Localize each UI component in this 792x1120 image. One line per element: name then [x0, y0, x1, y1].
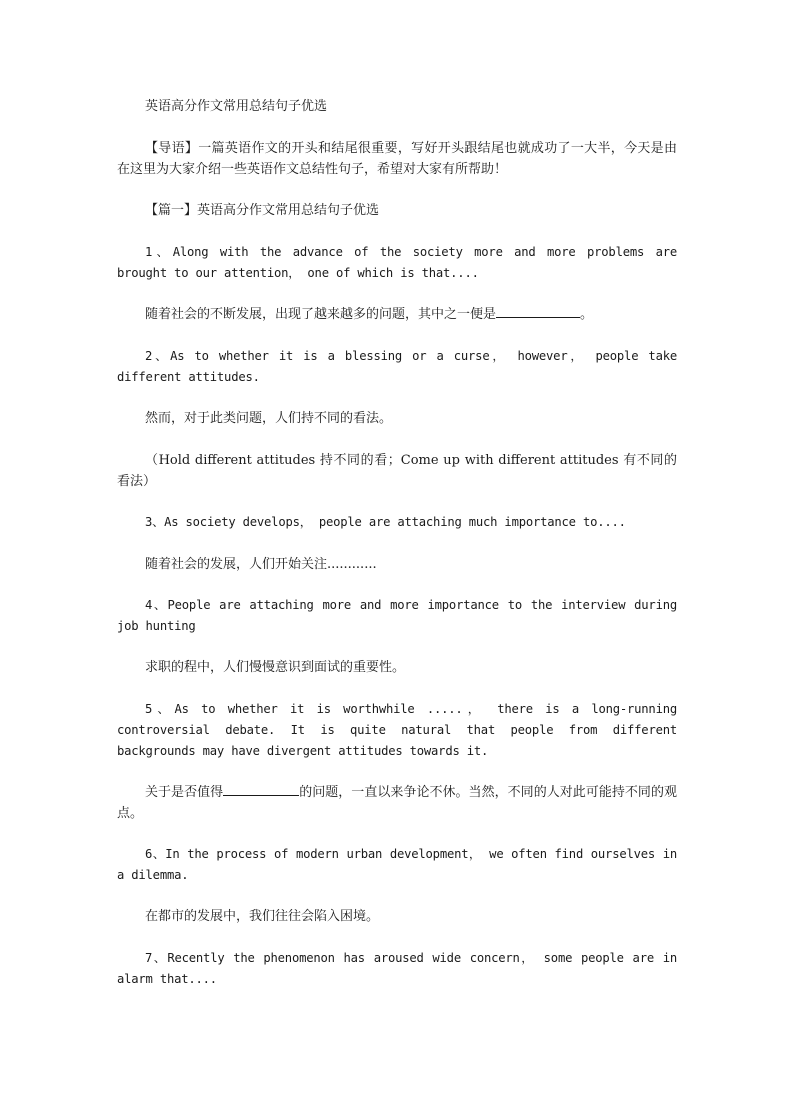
fill-in-blank [496, 304, 580, 318]
item-5-english: 5、As to whether it is worthwhile .....， there is a long-running controversial debate. It is quite natural that people from different backgrounds may have divergent attitudes towards it. [117, 702, 677, 758]
fill-in-blank [223, 782, 299, 796]
item-7-english: 7、Recently the phenomenon has aroused wide concern， some people are in alarm that.... [117, 951, 677, 986]
item-3-english: 3、As society develops， people are attaching much importance to.... [145, 515, 626, 529]
item-2-chinese: 然而，对于此类问题，人们持不同的看法。 [145, 411, 393, 426]
item-4-english: 4、People are attaching more and more importance to the interview during job hunting [117, 598, 677, 633]
item-1-chinese-after: 。 [580, 307, 594, 322]
item-4-chinese: 求职的程中，人们慢慢意识到面试的重要性。 [145, 660, 406, 675]
item-5-chinese-after: 的问题，一直以来争论不休。当然，不同的人对此可能持不同的观点。 [117, 785, 677, 821]
item-6-chinese: 在都市的发展中，我们往往会陷入困境。 [145, 909, 380, 924]
document-title: 英语高分作文常用总结句子优选 [145, 99, 328, 114]
section-heading: 【篇一】英语高分作文常用总结句子优选 [145, 203, 380, 218]
intro-paragraph: 【导语】一篇英语作文的开头和结尾很重要，写好开头跟结尾也就成功了一大半，今天是由在这里为大家介绍一些英语作文总结性句子，希望对大家有所帮助！ [117, 141, 677, 177]
item-2-english: 2、As to whether it is a blessing or a curse， however， people take different attitudes. [117, 349, 677, 384]
item-2-note: （Hold different attitudes 持不同的看；Come up with different attitudes 有不同的看法） [117, 453, 677, 489]
item-1-english: 1、Along with the advance of the society more and more problems are brought to our attention， one of which is that.... [117, 245, 677, 280]
item-5-chinese [117, 782, 677, 824]
item-1-chinese [117, 304, 677, 325]
item-6-english: 6、In the process of modern urban development， we often find ourselves in a dilemma. [117, 847, 677, 882]
item-1-chinese-before: 随着社会的不断发展，出现了越来越多的问题，其中之一便是 [145, 307, 497, 322]
item-5-chinese-before: 关于是否值得 [145, 785, 224, 800]
item-3-chinese: 随着社会的发展，人们开始关注............ [145, 557, 377, 572]
